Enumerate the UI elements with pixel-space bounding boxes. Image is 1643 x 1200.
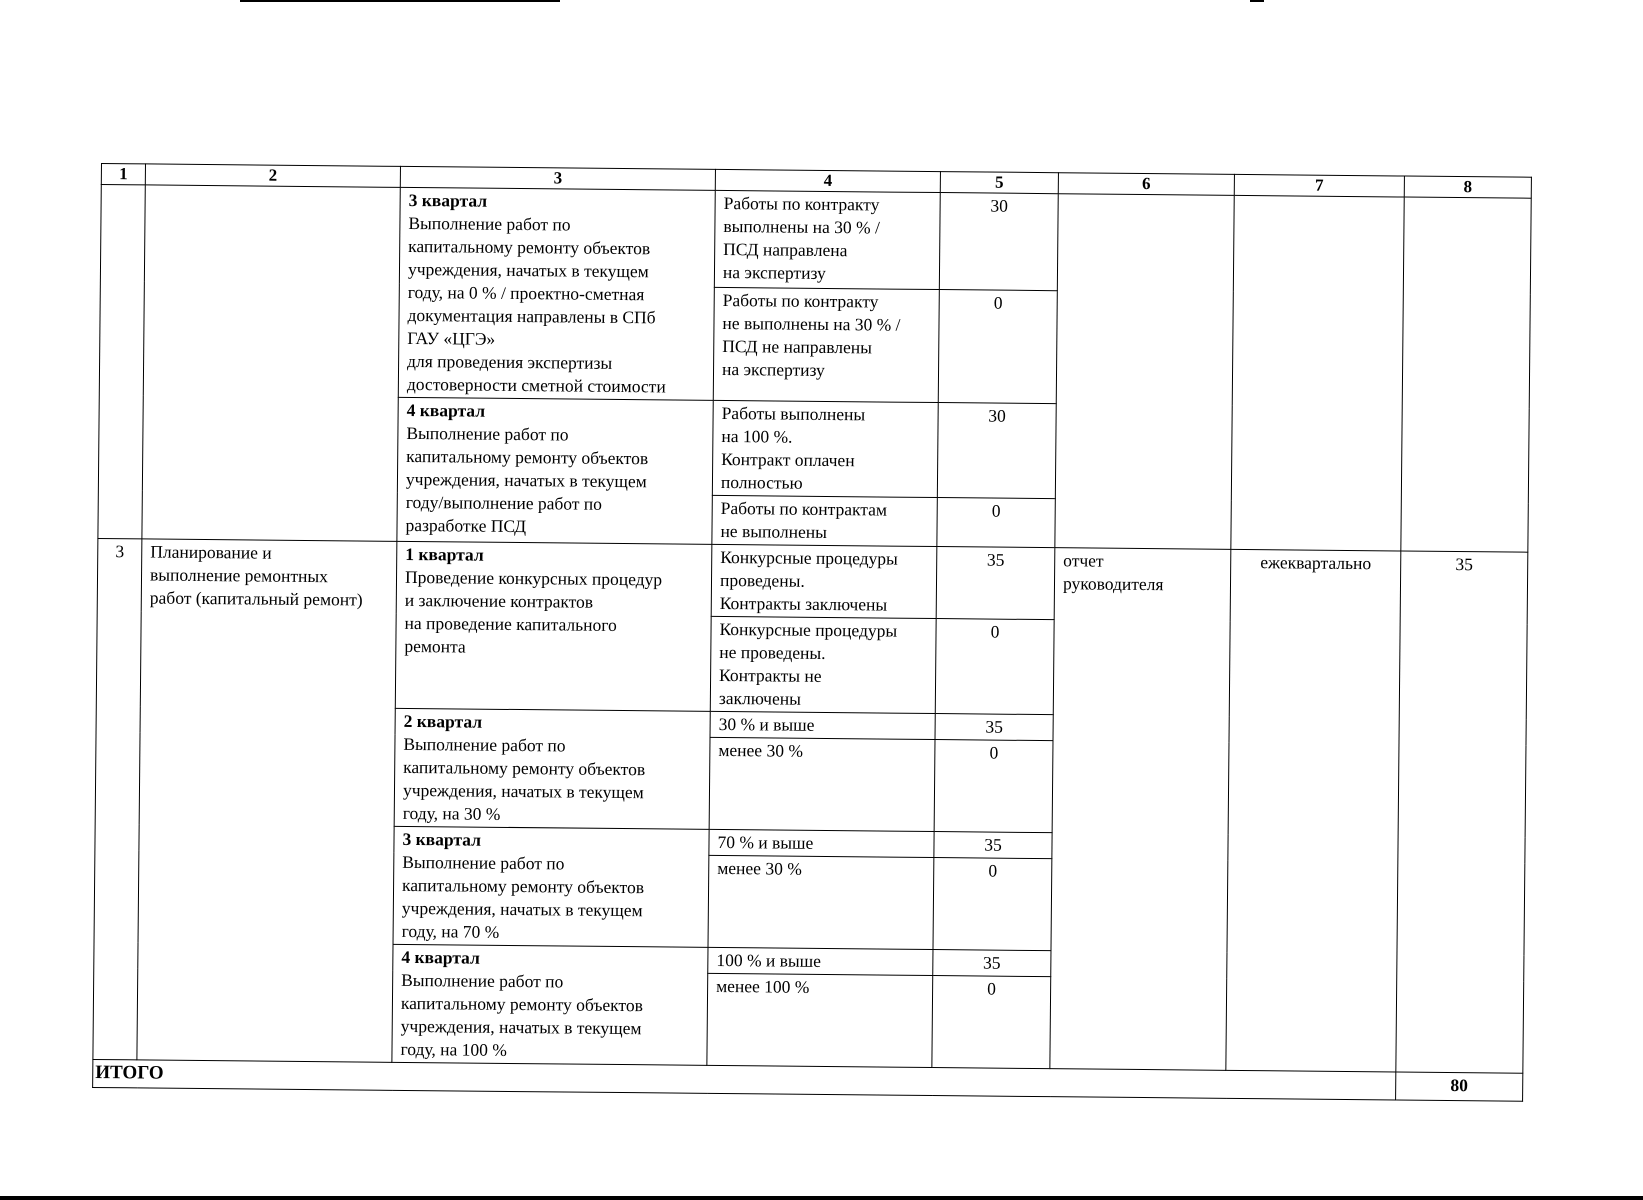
quarter-text-line: году, на 0 % / проектно-сметная — [407, 281, 645, 305]
empty-cell — [1231, 195, 1404, 551]
empty-cell — [1401, 197, 1531, 552]
quarter-text-line: Выполнение работ по — [408, 212, 571, 235]
criterion-cell: 70 % и выше — [709, 829, 934, 857]
criterion-line: не выполнены — [720, 520, 827, 542]
criterion-line: не проведены. — [719, 641, 826, 663]
quarter-text-line: Выполнение работ по — [403, 733, 566, 756]
column-number: 8 — [1404, 176, 1531, 198]
quarter-title: 1 квартал — [405, 543, 484, 565]
score-cell: 35 — [936, 547, 1055, 620]
quarter-text-line: капитальному ремонту объектов — [406, 445, 649, 469]
criterion-line: Работы по контрактам — [720, 497, 888, 520]
quarter-cell — [393, 826, 709, 947]
criterion-cell: менее 100 % — [707, 973, 933, 1067]
total-value: 80 — [1396, 1072, 1523, 1101]
quarter-text-line: ГАУ «ЦГЭ» — [407, 327, 496, 349]
quarter-text-line: на проведение капитального — [404, 612, 617, 635]
criterion-cell — [712, 400, 938, 497]
criterion-line: на экспертизу — [722, 261, 826, 283]
quarter-text-line: разработке ПСД — [405, 514, 527, 537]
quarter-cell — [392, 944, 708, 1065]
criterion-line: заключены — [718, 687, 802, 709]
quarter-text-line: Выполнение работ по — [406, 422, 569, 445]
criterion-line: выполнены на 30 % / — [723, 215, 880, 238]
scan-edge-top-right — [1250, 0, 1264, 2]
row-number: 3 — [93, 538, 142, 1059]
column-number: 1 — [101, 164, 145, 185]
criterion-line: ПСД не направлены — [722, 335, 873, 358]
table-row — [100, 185, 1531, 296]
quarter-text-line: достоверности сметной стоимости — [406, 373, 666, 397]
quarter-text-line: Проведение конкурсных процедур — [404, 566, 663, 590]
quarter-title: 4 квартал — [401, 946, 480, 968]
criterion-cell: 100 % и выше — [708, 947, 933, 975]
scanned-page — [95, 163, 1531, 1096]
empty-cell — [1055, 194, 1234, 550]
total-label: ИТОГО — [93, 1059, 1396, 1100]
quarter-text-line: для проведения экспертизы — [407, 350, 613, 373]
criterion-line: проведены. — [719, 569, 805, 591]
column-number: 7 — [1234, 174, 1404, 197]
source-cell — [1050, 548, 1231, 1071]
criterion-line: Работы по контракту — [723, 192, 880, 215]
score-cell: 0 — [933, 858, 1052, 951]
quarter-text-line: капитальному ремонту объектов — [408, 235, 651, 259]
criterion-line: Контракты не — [719, 664, 822, 686]
scan-edge-bottom — [0, 1196, 1643, 1200]
empty-cell — [98, 185, 145, 539]
criterion-cell: менее 30 % — [708, 855, 934, 949]
criterion-cell: менее 30 % — [709, 737, 935, 831]
score-cell: 0 — [935, 619, 1054, 715]
criterion-line: не выполнены на 30 % / — [722, 312, 901, 335]
source-line: отчет — [1063, 550, 1104, 571]
evaluation-table — [92, 163, 1532, 1102]
indicator-name-line: Планирование и — [150, 541, 272, 563]
indicator-name-cell — [137, 539, 397, 1062]
score-cell: 35 — [934, 832, 1052, 859]
quarter-text-line: документация направлены в СПб — [407, 304, 656, 328]
quarter-text-line: году, на 70 % — [401, 920, 500, 942]
quarter-text-line: капитальному ремонту объектов — [403, 756, 646, 780]
column-number: 5 — [940, 172, 1058, 194]
quarter-text-line: и заключение контрактов — [404, 589, 594, 612]
criterion-cell — [713, 287, 939, 402]
quarter-text-line: году, на 100 % — [400, 1038, 507, 1060]
quarter-cell — [395, 541, 712, 711]
score-cell: 0 — [937, 498, 1055, 548]
quarter-text-line: Выполнение работ по — [402, 851, 565, 874]
quarter-title: 2 квартал — [403, 710, 483, 732]
quarter-title: 3 квартал — [402, 828, 482, 850]
criterion-line: Работы выполнены — [721, 402, 866, 425]
criterion-line: Контракт оплачен — [721, 448, 855, 471]
quarter-title: 4 квартал — [406, 399, 486, 421]
criterion-cell — [711, 544, 937, 618]
quarter-cell — [397, 397, 713, 544]
score-cell: 0 — [934, 740, 1053, 833]
scan-edge-top — [240, 0, 560, 2]
quarter-text-line: капитальному ремонту объектов — [401, 874, 645, 898]
indicator-name-line: работ (капитальный ремонт) — [149, 587, 363, 610]
criterion-line: ПСД направлена — [723, 238, 848, 261]
column-number: 3 — [400, 166, 715, 190]
column-number: 2 — [145, 164, 400, 187]
quarter-cell — [394, 708, 710, 829]
criterion-line: на 100 %. — [721, 425, 793, 447]
quarter-text-line: учреждения, начатых в текущем — [407, 258, 649, 282]
quarter-text-line: году, на 30 % — [402, 802, 501, 824]
criterion-cell — [714, 190, 940, 289]
quarter-text-line: учреждения, начатых в текущем — [401, 897, 643, 921]
quarter-text-line: капитальному ремонту объектов — [400, 992, 644, 1016]
criterion-line: Работы по контракту — [722, 289, 879, 312]
criterion-line: Контракты заключены — [719, 592, 888, 615]
quarter-text-line: учреждения, начатых в текущем — [400, 1015, 642, 1039]
source-line: руководителя — [1062, 573, 1164, 595]
quarter-text-line: учреждения, начатых в текущем — [402, 779, 644, 803]
quarter-cell — [398, 187, 715, 400]
criterion-cell — [712, 495, 937, 546]
quarter-text-line: году/выполнение работ по — [405, 491, 603, 514]
column-number: 6 — [1058, 173, 1234, 196]
frequency-cell: ежеквартально — [1226, 549, 1401, 1072]
criterion-cell: 30 % и выше — [710, 711, 935, 739]
empty-cell — [142, 185, 400, 541]
score-cell: 35 — [933, 950, 1051, 977]
quarter-text-line: ремонта — [404, 635, 466, 657]
quarter-text-line: учреждения, начатых в текущем — [405, 468, 647, 492]
max-score-cell: 35 — [1396, 551, 1528, 1073]
score-cell: 30 — [937, 403, 1056, 499]
table-row — [97, 538, 1528, 624]
column-number: 4 — [715, 169, 940, 192]
criterion-cell — [710, 616, 936, 713]
criterion-line: Конкурсные процедуры — [720, 546, 898, 569]
score-cell: 35 — [935, 714, 1053, 741]
criterion-line: Конкурсные процедуры — [719, 618, 898, 641]
criterion-line: полностью — [720, 471, 803, 493]
score-cell: 0 — [932, 976, 1051, 1069]
score-cell: 30 — [939, 193, 1058, 291]
score-cell: 0 — [938, 289, 1057, 403]
quarter-title: 3 квартал — [408, 189, 488, 211]
quarter-text-line: Выполнение работ по — [401, 969, 564, 992]
indicator-name-line: выполнение ремонтных — [149, 564, 329, 587]
criterion-line: на экспертизу — [721, 358, 825, 380]
